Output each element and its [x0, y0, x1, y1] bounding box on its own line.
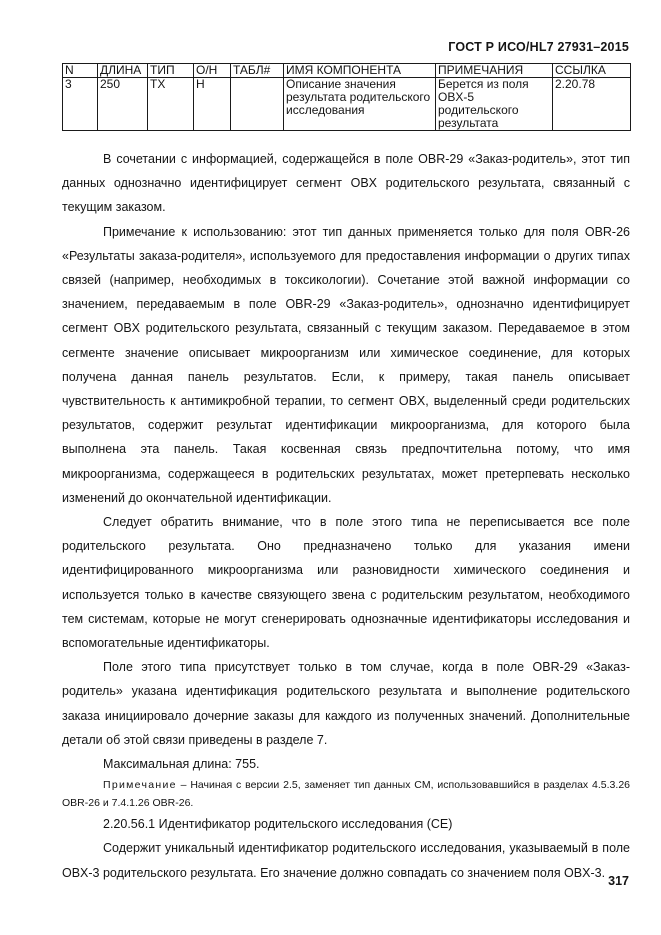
cell-opt: H: [194, 78, 231, 131]
component-table: [62, 63, 631, 131]
standard-title: ГОСТ Р ИСО/HL7 27931–2015: [448, 40, 629, 54]
table-header-row: [63, 64, 631, 78]
col-header-reference: ССЫЛКА: [553, 64, 631, 78]
section-heading: 2.20.56.1 Идентификатор родительского исследования (CE): [103, 817, 453, 832]
paragraph: Содержит уникальный идентификатор родительского исследования, указываемый в поле OBX-3 родительского результата. Его значение должно совпадать со значением поля OBX-3.: [62, 841, 630, 880]
body-text: [62, 147, 630, 885]
table-row: [63, 78, 631, 131]
cell-component-name: Описание значения результата родительского исследования: [284, 78, 436, 131]
col-header-opt: О/Н: [194, 64, 231, 78]
col-header-notes: ПРИМЕЧАНИЯ: [436, 64, 553, 78]
cell-notes: Берется из поля OBX-5 родительского результата: [436, 78, 553, 131]
cell-type: TX: [148, 78, 194, 131]
col-header-component-name: ИМЯ КОМПОНЕНТА: [284, 64, 436, 78]
page-number: 317: [608, 874, 629, 888]
cell-length: 250: [98, 78, 148, 131]
cell-n: 3: [63, 78, 98, 131]
note-text: – Начиная с версии 2.5, заменяет тип данных CM, использовавшийся в разделах 4.5.3.26 OBR-26 и 7.4.1.26 OBR-26.: [62, 779, 630, 810]
cell-reference: 2.20.78: [553, 78, 631, 131]
col-header-type: ТИП: [148, 64, 194, 78]
cell-table: [231, 78, 284, 131]
paragraph: В сочетании с информацией, содержащейся в поле OBR-29 «Заказ-родитель», этот тип данных однозначно идентифицирует сегмент OBX родительского результата, связанный с текущим заказом.: [62, 152, 630, 215]
paragraph: Следует обратить внимание, что в поле этого типа не переписывается все поле родительского результата. Оно предназначено только для указания имени идентифицированного микроорганизма или разновидности химического соединения и используется только в качестве связующего звена с родительским результатом, необходимого тем системам, которые не могут сгенерировать однозначные идентификаторы исследования и вспомогательные идентификаторы.: [62, 515, 630, 651]
note: [62, 776, 630, 812]
col-header-table: ТАБЛ#: [231, 64, 284, 78]
col-header-n: N: [63, 64, 98, 78]
col-header-length: ДЛИНА: [98, 64, 148, 78]
paragraph: Примечание к использованию: этот тип данных применяется только для поля OBR-26 «Результаты заказа-родителя», используемого для предоставления информации о других типах связей (например, необходимых в токсикологии). Сочетание этой важной информации со значением, передаваемым в поле OBR-29 «Заказ-родитель», однозначно идентифицирует сегмент OBX родительского результата, связанный с текущим заказом. Передаваемое в этом сегменте значение описывает микроорганизм или химическое соединение, для которых получена данная панель результатов. Если, к примеру, такая панель описывает чувствительность к антимикробной терапии, то сегмент OBX, выделенный среди родительских результатов, содержит результат идентификации микроорганизма, для которого была выполнена эта панель. Такая косвенная связь предпочтительна потому, что имя микроорганизма, содержащееся в родительских результатах, может претерпевать несколько изменений до окончательной идентификации.: [62, 224, 630, 505]
note-label: Примечание: [103, 779, 177, 792]
paragraph: Поле этого типа присутствует только в том случае, когда в поле OBR-29 «Заказ-родитель» указана идентификация родительского результата и выполнение родительского заказа инициировало дочерние заказы для каждого из полученных значений. Дополнительные детали об этой связи приведены в разделе 7.: [62, 660, 630, 747]
max-length-line: Максимальная длина: 755.: [103, 757, 260, 772]
